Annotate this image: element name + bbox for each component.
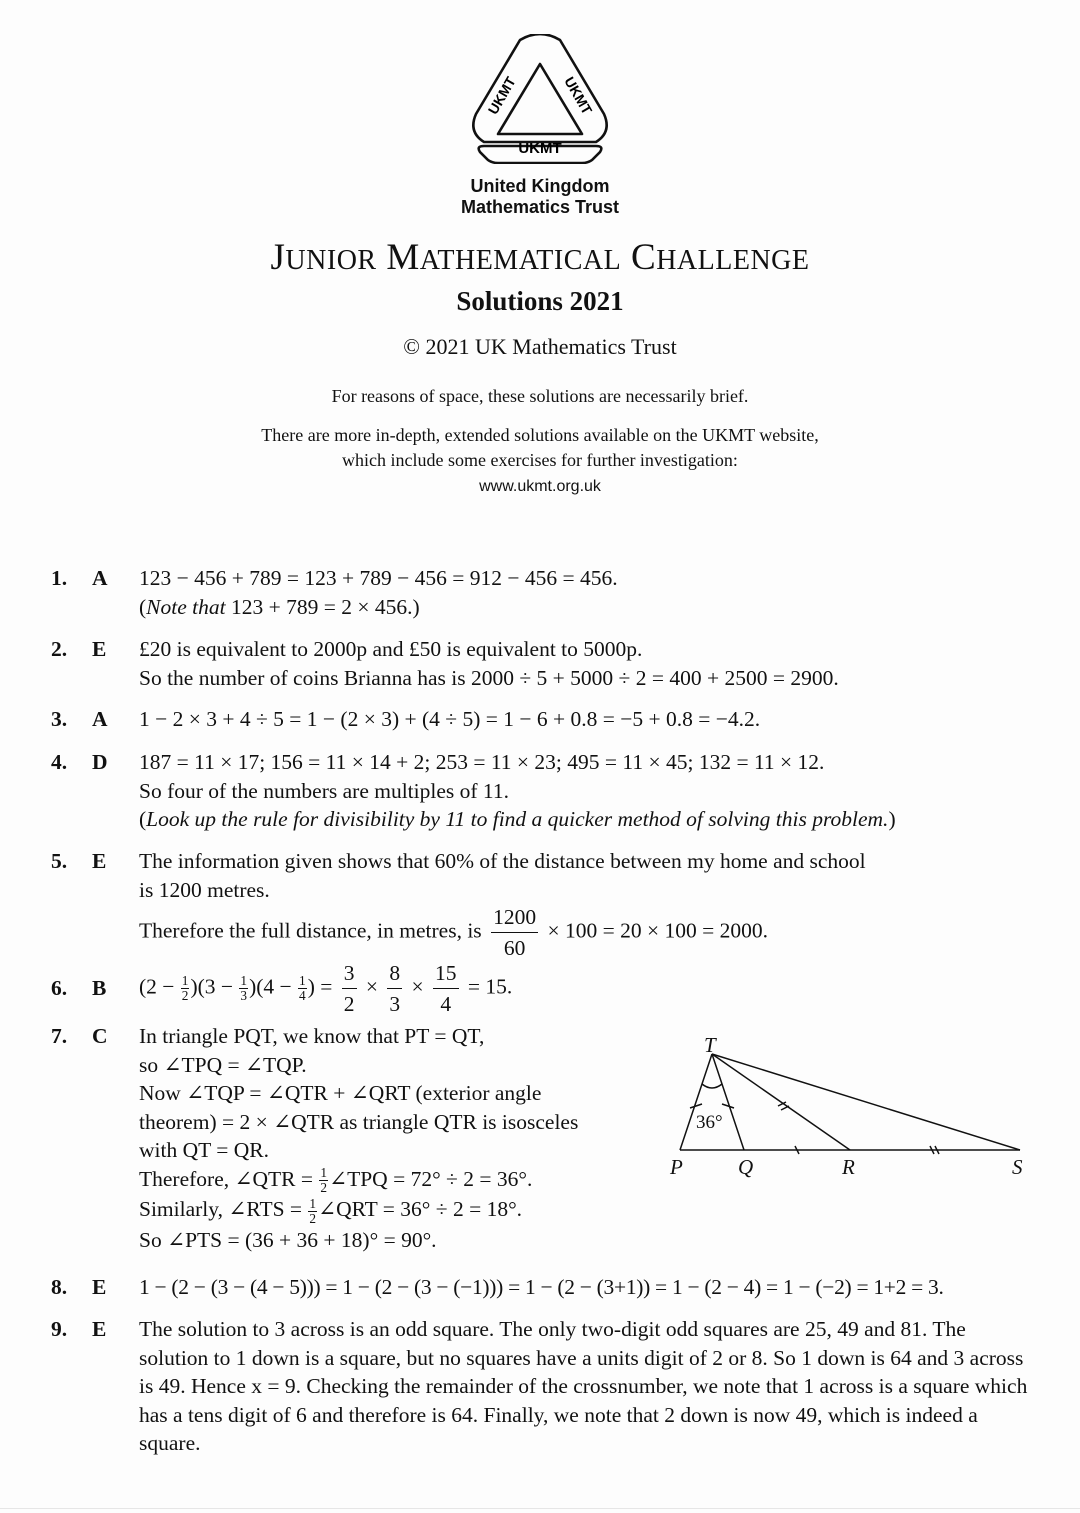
question-number: 3. bbox=[51, 707, 68, 731]
solution-text: The solution to 3 across is an odd square. The only two-digit odd squares are 25, 49 and 81. The solution to 1 down is a square, but no squares have a units digit of 2 or 8. So 1 down is 64 and 3 across is 49. Hence x = 9. Checking the remainder of the crossnumber, we note that 1 across is a square which has a tens digit of 6 and therefore is 64. Finally, we note that 2 down is now 49, which is indeed a square. bbox=[139, 1317, 1028, 1455]
tick-tr-2 bbox=[781, 1106, 789, 1110]
solution-text: with QT = QR. bbox=[139, 1138, 269, 1162]
solution-text: The information given shows that 60% of the distance between my home and school bbox=[139, 849, 866, 873]
note-extended-line1: There are more in-depth, extended solutions available on the UKMT website, bbox=[261, 425, 819, 445]
answer-letter: E bbox=[92, 637, 107, 661]
answer-letter: B bbox=[92, 976, 107, 1000]
solution-text: so ∠TPQ = ∠TQP. bbox=[139, 1052, 307, 1077]
side-tp bbox=[680, 1054, 712, 1150]
solution-text: is 1200 metres. bbox=[139, 877, 270, 902]
label-p: P bbox=[670, 1155, 683, 1179]
tick-tp bbox=[690, 1104, 702, 1108]
ukmt-logo bbox=[468, 34, 612, 164]
question-number: 8. bbox=[51, 1275, 68, 1299]
question-number: 6. bbox=[51, 976, 68, 1000]
answer-letter: E bbox=[92, 849, 107, 873]
question-number: 1. bbox=[51, 566, 68, 590]
fraction: $\frac{1200}{60}$ bbox=[491, 902, 538, 963]
answer-letter: E bbox=[92, 1275, 107, 1299]
question-number: 4. bbox=[51, 750, 68, 774]
solution-text: Similarly, ∠RTS = $\frac{1}{2}$ ∠QRT = 36° ÷ 2 = 18°. bbox=[139, 1195, 523, 1226]
question-number: 9. bbox=[51, 1317, 68, 1341]
tick-tq bbox=[722, 1104, 734, 1108]
logo-text-left: UKMT bbox=[484, 73, 519, 118]
page-subtitle: Solutions 2021 bbox=[456, 286, 624, 316]
solution-text: 1 − (2 − (3 − (4 − 5))) = 1 − (2 − (3 − (−1))) = 1 − (2 − (3+1)) = 1 − (2 − 4) = 1 − (−2) = 1+2 = 3. bbox=[139, 1275, 944, 1299]
solution-text: Now ∠TQP = ∠QTR + ∠QRT (exterior angle bbox=[139, 1081, 542, 1105]
answer-letter: C bbox=[92, 1024, 108, 1048]
label-t: T bbox=[704, 1033, 716, 1057]
note-extended-line2: which include some exercises for further investigation: bbox=[342, 450, 738, 470]
solution-text: 1 − 2 × 3 + 4 ÷ 5 = 1 − (2 × 3) + (4 ÷ 5) = 1 − 6 + 0.8 = −5 + 0.8 = −4.2. bbox=[139, 707, 761, 731]
website-link[interactable]: www.ukmt.org.uk bbox=[479, 478, 601, 495]
page-title: JUNIOR MATHEMATICAL CHALLENGE bbox=[270, 237, 810, 278]
side-ts bbox=[712, 1054, 1020, 1150]
label-s: S bbox=[1012, 1155, 1023, 1179]
solution-text: £20 is equivalent to 2000p and £50 is equivalent to 5000p. bbox=[139, 637, 643, 661]
solution-equation: Therefore the full distance, in metres, is $\frac{1200}{60}$ × 100 = 20 × 100 = 2000. bbox=[139, 902, 1039, 963]
answer-letter: E bbox=[92, 1317, 107, 1341]
solution-text: So ∠PTS = (36 + 36 + 18)° = 90°. bbox=[139, 1227, 437, 1252]
label-r: R bbox=[842, 1155, 855, 1179]
solution-text: theorem) = 2 × ∠QTR as triangle QTR is isosceles bbox=[139, 1109, 579, 1134]
page-bottom-rule bbox=[0, 1508, 1080, 1509]
solution-text: 123 − 456 + 789 = 123 + 789 − 456 = 912 − 456 = 456. bbox=[139, 566, 618, 590]
angle-arc bbox=[702, 1084, 722, 1088]
question-number: 5. bbox=[51, 849, 68, 873]
copyright: © 2021 UK Mathematics Trust bbox=[403, 334, 677, 359]
triangle-diagram bbox=[660, 1030, 1040, 1190]
solution-note: (Look up the rule for divisibility by 11 to find a quicker method of solving this problem.) bbox=[139, 807, 896, 831]
solution-text: Therefore, ∠QTR = $\frac{1}{2}$ ∠TPQ = 72° ÷ 2 = 36°. bbox=[139, 1165, 533, 1196]
logo-text-bottom: UKMT bbox=[518, 140, 562, 157]
org-name-line2: Mathematics Trust bbox=[460, 197, 620, 217]
logo-text-right: UKMT bbox=[561, 73, 596, 118]
solution-equation: (2 − $\frac{1}{2}$ )(3 − $\frac{1}{3}$ )(4 − $\frac{1}{4}$ ) = $\frac{3}{2}$ × $\frac{8}{3}$ × $\frac{15}{4}$ = 15. bbox=[139, 958, 1039, 1019]
angle-label: 36° bbox=[696, 1112, 723, 1133]
solution-text: So the number of coins Brianna has is 2000 ÷ 5 + 5000 ÷ 2 = 400 + 2500 = 2900. bbox=[139, 665, 839, 690]
side-tr bbox=[712, 1054, 850, 1150]
solution-text: In triangle PQT, we know that PT = QT, bbox=[139, 1024, 485, 1048]
solution-text: 187 = 11 × 17; 156 = 11 × 14 + 2; 253 = 11 × 23; 495 = 11 × 45; 132 = 11 × 12. bbox=[139, 750, 825, 774]
answer-letter: A bbox=[92, 566, 108, 590]
side-tq bbox=[712, 1054, 744, 1150]
solution-note: (Note that 123 + 789 = 2 × 456.) bbox=[139, 594, 420, 619]
org-name-line1: United Kingdom bbox=[470, 176, 610, 196]
question-number: 7. bbox=[51, 1024, 68, 1048]
answer-letter: D bbox=[92, 750, 108, 774]
note-brief: For reasons of space, these solutions are necessarily brief. bbox=[331, 386, 749, 406]
question-number: 2. bbox=[51, 637, 68, 661]
label-q: Q bbox=[738, 1155, 754, 1179]
solution-text: So four of the numbers are multiples of 11. bbox=[139, 778, 510, 803]
answer-letter: A bbox=[92, 707, 108, 731]
